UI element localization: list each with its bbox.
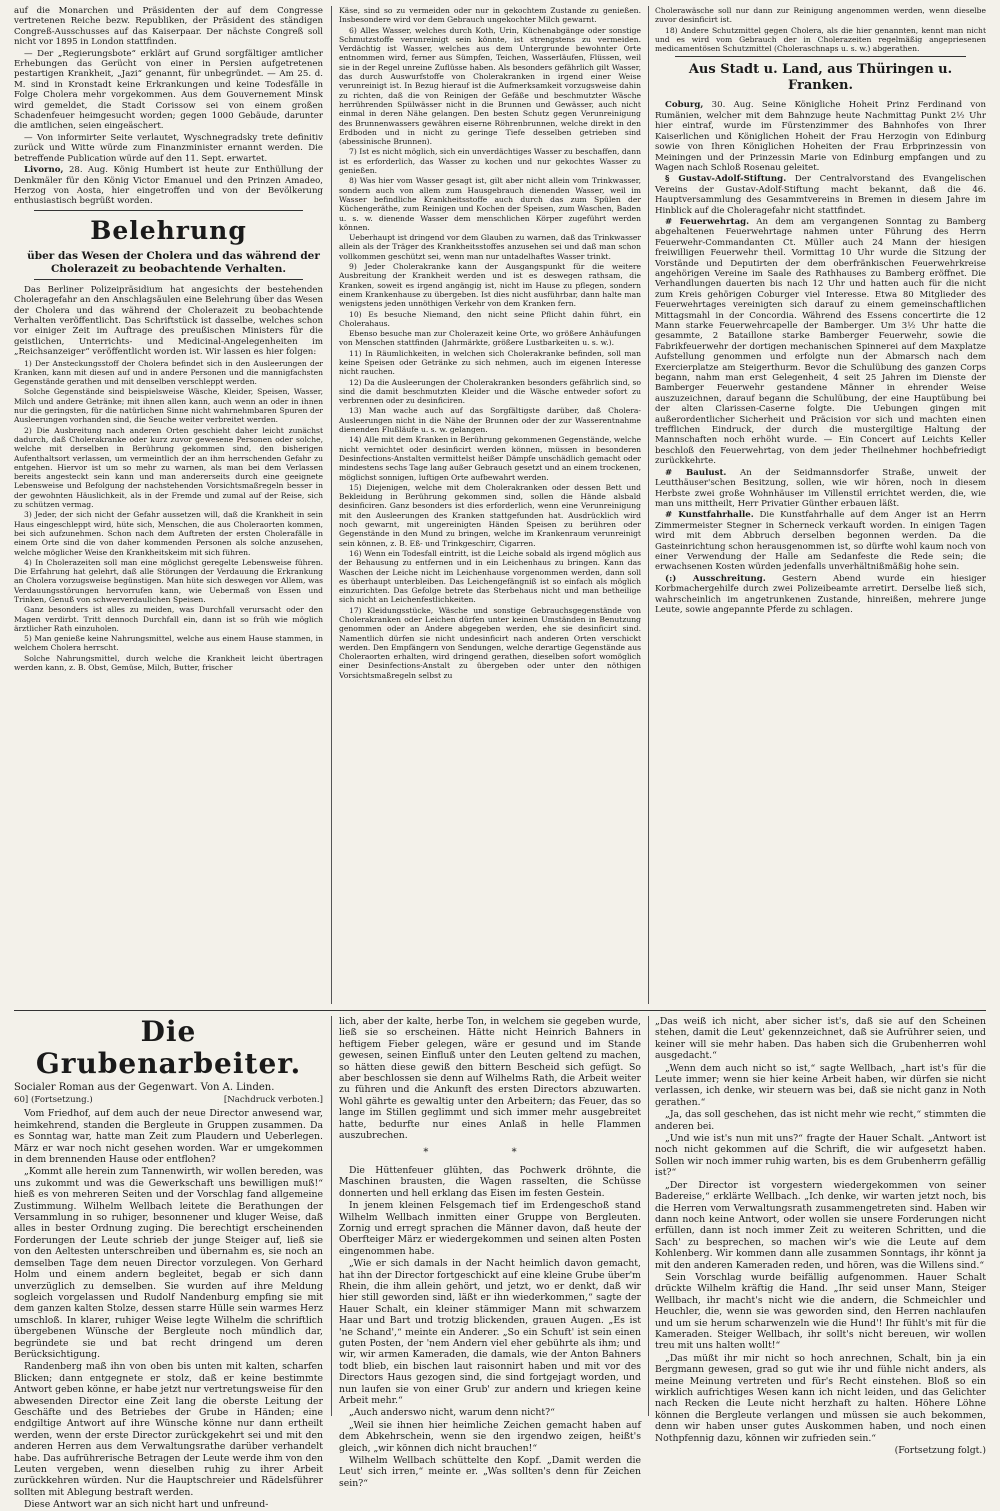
rule-paragraph: 17) Kleidungsstücke, Wäsche und sonstige Gebrauchsgegenstände von Cholerakranken oder Leichen dürfen unter keinen Umständen in Benutzung genommen oder an Andere abgegeben werden, ehe sie desinficirt sind. Namentlich dürfen sie nicht undesinficirt nach anderen Orten verschickt werden. Den Empfängern von Sendungen, welche derartige Gegenstände aus Choleraorten erhalten, wird dringend gerathen, dieselben sofort womöglich einer Desinfections-Anstalt zu übergeben oder unter den nöthigen Vorsichtsmaßregeln selbst zu xyxy=(339,605,641,680)
coburg-item xyxy=(655,100,986,173)
rule-paragraph: Solche Gegenstände sind beispielsweise Wäsche, Kleider, Speisen, Wasser, Milch und andere Getränke; mit ihnen allen kann, auch wenn an oder in ihnen nur die geringsten, für die natürlichen Sinne nicht wahrnehmbaren Spuren der Ausleerungen vorhanden sind, die Seuche weiter verbreitet werden. xyxy=(14,387,323,425)
novel-paragraph: „Das müßt ihr mir nicht so hoch anrechnen, Schalt, bin ja ein Bergmann gewesen, grad so gut wie ihr und fühle nicht anders, als meine Meinung vertreten und für's Recht einstehen. Bloß so ein wirklich aufrichtiges Wesen kann ich nicht leiden, und das Gelichter nach Recken die Leute nicht herzhaft zu halten. Höhere Löhne können die Bergleute verlangen und müssen sie auch bekommen, denn wir haben unser gutes Auskommen haben, und noch einen Nothpfennig dazu, können wir zufrieden sein.“ xyxy=(655,1352,986,1444)
top-column-1 xyxy=(14,6,323,1004)
rule-paragraph: Cholerawäsche soll nur dann zur Reinigung angenommen werden, wenn dieselbe zuvor desinficirt ist. xyxy=(655,6,986,25)
rule-paragraph: 6) Alles Wasser, welches durch Koth, Urin, Küchenabgänge oder sonstige Schmutzstoffe verunreinigt sein könnte, ist strengstens zu vermeiden. Verdächtig ist Wasser, welches aus dem Untergrunde bewohnter Orte entnommen wird, ferner aus Sümpfen, Teichen, Wasserläufen, Flüssen, weil sie in der Regel unreine Zuflüsse haben. Als besonders gefährlich gilt Wasser, das durch Auswurfstoffe von Cholerakranken in irgend einer Weise verunreinigt ist. In Bezug hierauf ist die Aufmerksamkeit vorzugsweise dahin zu richten, daß die von Reinigen der Gefäße und beschmutzter Wäsche herrührenden Spülwässer nicht in die Brunnen und Gewässer, auch nicht einmal in deren Nähe gelangen. Den besten Schutz gegen Verunreinigung des Brunnenwassers gewähren eiserne Röhrenbrunnen, welche direkt in den Erdboden und in nicht zu geringe Tiefe desselben getrieben sind (abessinische Brunnen). xyxy=(339,25,641,147)
aus-text: Gestern Abend wurde ein hiesiger Korbmachergehilfe durch zwei Polizeibeamte arretirt. Derselbe ließ sich, wahrscheinlich im angetrunkenen Zustande, hinreißen, mehrere junge Leute, sowie angepannte Pferde zu schlagen. xyxy=(655,573,986,615)
novel-paragraph: Vom Friedhof, auf dem auch der neue Director anwesend war, heimkehrend, standen die Bergleute in Gruppen zusammen. Da es Sonntag war, hatte man Zeit zum Plaudern und Ueberlegen. März er war noch nicht gesehen worden. War er umgekommen in dem brennenden Hause oder entflohen? xyxy=(14,1108,323,1166)
aus-keyword: (:) Ausschreitung. xyxy=(665,573,766,584)
rule-paragraph: 18) Andere Schutzmittel gegen Cholera, als die hier genannten, kennt man nicht und es wird vom Gebrauch der in Cholerazeiten regelmäßig angepriesenen medicamentösen Schutzmittel (Choleraschnaps u. s. w.) abgerathen. xyxy=(655,25,986,54)
top-column-3 xyxy=(655,6,986,1004)
novel-number-text: 60] xyxy=(14,1095,29,1105)
coburg-dateline: Coburg, xyxy=(665,100,704,111)
novel-paragraph: „Der Director ist vorgestern wiedergekommen von seiner Badereise,“ erklärte Wellbach. „Ich denke, wir warten jetzt noch, bis die Herren vom Verwaltungsrath zusammengetreten sind. Haben wir dann noch keine Antwort, oder wollen sie unsere Forderungen nicht erfüllen, dann ist noch immer Zeit zu weiteren Schritten, und die Sach' zu besprechen, so machen wir's wie die Leute auf dem Kohlenberg. Wir kommen dann alle zusammen Sonntags, ihr könnt ja mit den anderen Kameraden reden, und hören, was die Willens sind.“ xyxy=(655,1179,986,1271)
rule-paragraph: Ueberhaupt ist dringend vor dem Glauben zu warnen, daß das Trinkwasser allein als der Träger des Krankheitsstoffes anzusehen sei und daß man schon vollkommen geschützt sei, wenn man nur untadelhaftes Wasser trinkt. xyxy=(339,233,641,261)
novel-notice: [Nachdruck verboten.] xyxy=(223,1095,323,1105)
bau-item xyxy=(655,468,986,510)
rule-paragraph: 14) Alle mit dem Kranken in Berührung gekommenen Gegenstände, welche nicht vernichtet oder desinficirt werden können, müssen in besonderen Desinfections-Anstalten vermittelst heißer Dämpfe unschädlich gemacht oder mindestens sechs Tage lang außer Gebrauch gesetzt und an einem trockenen, möglichst sonnigen, luftigen Orte aufbewahrt werden. xyxy=(339,435,641,482)
rule-paragraph: 3) Jeder, der sich nicht der Gefahr aussetzen will, daß die Krankheit in sein Haus eingeschleppt wird, hüte sich, Menschen, die aus Choleraorten kommen, bei sich aufzunehmen. Schon nach dem Auftreten der ersten Cholerafälle in einem Orte sind die von daher kommenden Personen als solche anzusehen, welche möglicher Weise den Krankheitskeim mit sich führen. xyxy=(14,510,323,557)
column-rule xyxy=(331,1016,332,1416)
column-rule xyxy=(648,6,649,1004)
belehrung-intro: Das Berliner Polizeipräsidium hat angesichts der bestehenden Choleragefahr an den Anschlagsäulen eine Belehrung über das Wesen der Cholera und das während der Cholerazeit zu beobachtende Verhalten veröffentlicht. Das Schriftstück ist dasselbe, welches schon vor einiger Zeit im Auftrage des preußischen Ministers für die geistlichen, Unterrichts- und Medicinal-Angelegenheiten im „Reichsanzeiger“ veröffentlicht worden ist. Wir lassen es hier folgen: xyxy=(14,284,323,358)
feuer-item xyxy=(655,217,986,467)
top-column-2 xyxy=(339,6,641,1004)
bau-text: An der Seidmannsdorfer Straße, unweit der Leutthäuser'schen Besitzung, sollen, wie wir hören, noch in diesem Herbste zwei große Wohnhäuser im Villenstil errichtet werden, die, wie man uns mittheilt, Herr Privatier Günther erbauen läßt. xyxy=(655,467,986,509)
news-paragraph: — Von informirter Seite verlautet, Wyschnegradsky trete definitiv zurück und Witte würde zum Finanzminister ernannt werden. Die betreffende Publication würde auf den 11. Sept. erwartet. xyxy=(14,132,323,164)
coburg-text: 30. Aug. Seine Königliche Hoheit Prinz Ferdinand von Rumänien, welcher mit dem Bahnzuge heute Nachmittag Punkt 2½ Uhr hier eintraf, wurde im Fürstenzimmer des Bahnhofes von Ihrer Kaiserlichen und Königlichen Hoheit der Frau Herzogin von Edinburg sowie von Ihren Königlichen Hoheiten der Frau Erbprinzessin von Meiningen und der Prinzessin Marie von Edinburg empfangen und zu Wagen nach Schloß Rosenau geleitet. xyxy=(655,100,986,173)
livorno-text: 28. Aug. König Humbert ist heute zur Enthüllung der Denkmäler für den König Victor Emanuel und den Prinzen Amadeo, Herzog von Aosta, hier eingetroffen und von der Bevölkerung enthusiastisch begrüßt worden. xyxy=(14,165,323,207)
feuer-text: An dem am vergangenen Sonntag zu Bamberg abgehaltenen Feuerwehrtage nahmen unter Führung des Herrn Feuerwehr-Commandanten Ct. Müller auch 24 Mann der hiesigen freiwilligen Feuerwehr theil. Vormittag 10 Uhr wurde die Sitzung der Vorstände und Deputirten der dem oberfränkischen Feuerwehrkreise angehörigen Vereine im Saale des Rathhauses zu Bamberg eröffnet. Die Verhandlungen dauerten bis nach 12 Uhr und hatten auch für die nicht zum Kreis gehörigen Coburger viel Interesse. Etwa 80 Mitglieder des Feuerwehrtages vereinigten sich darauf zu einem gemeinschaftlichen Mittagsmahl in der Concordia. Während des Essens concertirte die 12 Mann starke Feuerwehrcapelle der Bamberger. Um 3½ Uhr hatte die gesammte, 2 Bataillone starke Bamberger Feuerwehr, sowie die Fabrikfeuerwehr der dortigen mechanischen Spinnerei auf dem Maxplatze Aufstellung genommen und erfolgte nun der Abmarsch nach dem Exercierplatze am Steigerthurm. Bevor die Schulübung des ganzen Corps begann, nahm man erst Gelegenheit, 4 seit 25 Jahren im Dienste der Bamberger Feuerwehr gestandene Männer in ehrender Weise auszuzeichnen, darauf begann die Schulübung, der eine Hauptübung bei der alten Clarissen-Caserne folgte. Die Uebungen gingen mit außerordentlicher Sicherheit und Präcision vor sich und machten einen trefflichen Eindruck, der durch die mustergiltige Haltung der Mannschaften noch erhöht wurde. — Ein Concert auf Leichts Keller beschloß den Feuerwehrtag, von dem jeder Theilnehmer hochbefriedigt zurückkehrte. xyxy=(655,216,986,467)
feuer-keyword: # Feuerwehrtag. xyxy=(665,216,750,227)
bau-keyword: # Baulust. xyxy=(665,467,727,478)
novel-paragraph: Randenberg maß ihn von oben bis unten mit kalten, scharfen Blicken; dann entgegnete er stolz, daß er keine bestimmte Antwort geben könne, er habe jetzt nur vertretungsweise für den abwesenden Director eine Zeit lang die oberste Leitung der Geschäfte und des Betriebes der Grube in Händen; eine endgiltige Antwort auf ihre Wünsche könne nur dann ertheilt werden, wenn der erste Director zurückgekehrt sei und mit den anderen Herren aus dem Verwaltungsrathe darüber verhandelt habe. Das aufrührerische Betragen der Leute werde ihm von den Leuten vergeben, wenn dieselben ruhig zu ihrer Arbeit zurückkehren würden. Nur die Hauptschreier und Rädelsführer sollten mit Ablegung bestraft werden. xyxy=(14,1361,323,1498)
novel-paragraph: „Das weiß ich nicht, aber sicher ist's, daß sie auf den Scheinen stehen, damit die Leut' gekennzeichnet, daß sie Aufrührer seien, und keiner will sie mehr haben. Das haben sich die Grubenherren wohl ausgedacht.“ xyxy=(655,1016,986,1062)
novel-continuation: (Fortsetzung.) xyxy=(31,1095,93,1105)
news-paragraph: auf die Monarchen und Präsidenten der auf dem Congresse vertretenen Reiche bezw. Republiken, der Präsident des ständigen Congreß-Ausschusses auf das Kaiserpaar. Der nächste Congreß soll nicht vor 1895 in London stattfinden. xyxy=(14,6,323,48)
livorno-dateline: Livorno, xyxy=(24,165,64,176)
gustav-keyword: § Gustav-Adolf-Stiftung. xyxy=(665,174,787,185)
divider xyxy=(675,56,966,57)
column-rule xyxy=(648,1016,649,1416)
kunst-keyword: # Kunstfahrhalle. xyxy=(665,510,754,521)
to-be-continued: (Fortsetzung folgt.) xyxy=(894,1445,986,1457)
divider xyxy=(34,279,303,280)
rule-paragraph: Ganz besonders ist alles zu meiden, was Durchfall verursacht oder den Magen verdirbt. Tritt dennoch Durchfall ein, dann ist so früh wie möglich ärztlicher Rath einzuholen. xyxy=(14,605,323,633)
novel-paragraph: „Ja, das soll geschehen, das ist nicht mehr wie recht,“ stimmten die anderen bei. xyxy=(655,1109,986,1132)
aus-item xyxy=(655,574,986,616)
novel-paragraph: „Und wie ist's nun mit uns?“ fragte der Hauer Schalt. „Antwort ist noch nicht gekommen auf die Schrift, die wir aufgesetzt haben. Sollen wir noch immer ruhig warten, bis es dem Grubenherrn gefällig ist?“ xyxy=(655,1133,986,1179)
belehrung-title: Belehrung xyxy=(90,215,247,245)
rule-paragraph: Ebenso besuche man zur Cholerazeit keine Orte, wo größere Anhäufungen von Menschen stattfinden (Jahrmärkte, größere Lustbarkeiten u. s. w.). xyxy=(339,329,641,348)
rule-paragraph: 13) Man wache auch auf das Sorgfältigste darüber, daß Cholera-Ausleerungen nicht in die Nähe der Brunnen oder der zur Wasserentnahme dienenden Flußläufe u. s. w. gelangen. xyxy=(339,406,641,435)
novel-title: Die Grubenarbeiter. xyxy=(35,1015,302,1080)
novel-meta xyxy=(14,1095,323,1106)
rule-paragraph: Solche Nahrungsmittel, durch welche die Krankheit leicht übertragen werden kann, z. B. Obst, Gemüse, Milch, Butter, frischer xyxy=(14,653,323,673)
rule-paragraph: 7) Ist es nicht möglich, sich ein unverdächtiges Wasser zu beschaffen, dann ist es erforderlich, das Wasser zu kochen und nur gekochtes Wasser zu genießen. xyxy=(339,147,641,176)
novel-column-2 xyxy=(339,1016,641,1489)
feuilleton-rule xyxy=(14,1010,986,1011)
rule-paragraph: 2) Die Ausbreitung nach anderen Orten geschieht daher leicht zunächst dadurch, daß Cholerakranke oder kurz zuvor gewesene Personen oder solche, welche mit derselben in Berührung gekommen sind, den bisherigen Aufenthaltsort verlassen, um vermeintlich der an ihm herrschenden Gefahr zu entgehen. Hiervor ist um so mehr zu warnen, als man bei dem Verlassen bereits angesteckt sein kann und man andererseits durch eine geeignete Lebensweise und Befolgung der nachstehenden Vorsichtsmaßregeln besser in der gewohnten Häuslichkeit, als in der Fremde und zumal auf der Reise, sich zu schützen vermag. xyxy=(14,425,323,510)
gustav-item xyxy=(655,174,986,216)
novel-paragraph: In jenem kleinen Felsgemach tief im Erdengeschoß stand Wilhelm Wellbach inmitten einer Gruppe von Bergleuten. Zornig und erregt sprachen die Männer davon, daß heute der Oberfteiger März er wiedergekommen und seinen alten Posten eingenommen habe. xyxy=(339,1200,641,1257)
news-paragraph: — Der „Regierungsbote“ erklärt auf Grund sorgfältiger amtlicher Erhebungen das Gerücht von einer in Persien aufgetretenen pestartigen Krankheit, „Jazi“ genannt, für unbegründet. — Am 25. d. M. sind in Kronstadt keine Erkrankungen und keine Todesfälle in Folge Cholera mehr vorgekommen. Aus dem Gouvernement Minsk wird gemeldet, die Stadt Corissow sei von einem großen Schadenfeuer heimgesucht worden; gegen 1000 Gebäude, darunter die amtlichen, seien eingeäschert. xyxy=(14,48,323,132)
rule-paragraph: 12) Da die Ausleerungen der Cholerakranken besonders gefährlich sind, so sind die damit beschmutzten Kleider und die Wäsche entweder sofort zu verbrennen oder zu desinficiren. xyxy=(339,377,641,406)
section-heading: Aus Stadt u. Land, aus Thüringen u. Franken. xyxy=(688,62,953,94)
divider xyxy=(34,210,303,211)
rule-paragraph: 9) Jeder Cholerakranke kann der Ausgangspunkt für die weitere Ausbreitung der Krankheit werden und ist es deswegen rathsam, die Kranken, soweit es irgend angängig ist, nicht im Hause zu pflegen, sondern einem Krankenhause zu übergeben. Ist dies nicht ausführbar, dann halte man wenigstens jeden unnöthigen Verkehr von dem Kranken fern. xyxy=(339,262,641,309)
novel-number xyxy=(14,1095,93,1106)
novel-subtitle: Socialer Roman aus der Gegenwart. Von A. Linden. xyxy=(14,1082,275,1093)
rule-paragraph: 15) Diejenigen, welche mit dem Cholerakranken oder dessen Bett und Bekleidung in Berührung gekommen sind, sollen die Hände alsbald desinficiren. Ganz besonders ist dies erforderlich, wenn eine Verunreinigung mit den Ausleerungen des Kranken stattgefunden hat. Ausdrücklich wird noch gewarnt, mit ungereinigten Händen Speisen zu berühren oder Gegenstände in den Mund zu bringen, welche im Krankenraum verunreinigt sein können, z. B. Eß- und Trinkgeschirr, Cigarren. xyxy=(339,482,641,548)
rule-paragraph: 4) In Cholerazeiten soll man eine möglichst geregelte Lebensweise führen. Die Erfahrung hat gelehrt, daß alle Störungen der Verdauung die Erkrankung an Cholera vorzugsweise begünstigen. Man hüte sich deswegen vor Allem, was Verdauungsstörungen hervorrufen kann, wie Uebermaß von Essen und Trinken, Genuß von schwerverdaulichen Speisen. xyxy=(14,557,323,604)
novel-paragraph: Wilhelm Wellbach schüttelte den Kopf. „Damit werden die Leut' sich irren,“ meinte er. „Was sollten's denn für Zeichen sein?“ xyxy=(339,1455,641,1489)
novel-paragraph: „Weil sie ihnen hier heimliche Zeichen gemacht haben auf dem Abkehrschein, wenn sie den irgendwo zeigen, heißt's gleich, „wir können dich nicht brauchen!“ xyxy=(339,1419,641,1454)
novel-paragraph: Diese Antwort war an sich nicht hart und unfreund- xyxy=(24,1499,269,1511)
novel-column-3 xyxy=(655,1016,986,1457)
rule-paragraph: 10) Es besuche Niemand, den nicht seine Pflicht dahin führt, ein Cholerahaus. xyxy=(339,309,641,328)
kunst-text: Die Kunstfahrhalle auf dem Anger ist an Herrn Zimmermeister Stegner in Scherneck verkauft worden. In einigen Tagen wird mit dem Abbruch derselben begonnen werden. Da die Gasteinrichtung schon herausgenommen ist, so dürfte wohl kaum noch von einer Verwendung der Halle am Sedanfeste die Rede sein; die erwachsenen Kosten würden jedenfalls unverhältnißmäßig hohe sein. xyxy=(655,510,987,573)
livorno-item xyxy=(14,165,323,207)
rule-paragraph: 16) Wenn ein Todesfall eintritt, ist die Leiche sobald als irgend möglich aus der Behausung zu entfernen und in ein Leichenhaus zu bringen. Kann das Waschen der Leiche nicht im Leichenhause vorgenommen werden, dann soll es überhaupt unterbleiben. Das Leichengefängniß ist so einfach als möglich einzurichten. Das Gefolge betrete das Sterbehaus nicht und man betheilige sich nicht an Leichenfestlichkeiten. xyxy=(339,548,641,605)
novel-paragraph: „Wie er sich damals in der Nacht heimlich davon gemacht, hat ihn der Director fortgeschickt auf eine kleine Grube über'm Rhein, die ihm allein gehört, und jetzt, wo er denkt, daß wir hier still geworden sind, läßt er ihn wiederkommen,“ sagte der Hauer Schalt, ein kleiner stämmiger Mann mit schwarzem Haar und Bart und trotzig blickenden, grauen Augen. „Es ist 'ne Schand',“ meinte ein Anderer. „So ein Schuft' ist sein einen guten Posten, der 'nem Andern viel eher gebührte als ihm; und wir, wir armen Kameraden, die damals, wie der Anton Bahners todt blieb, ein bischen laut raisonnirt haben und mit vor des Directors Haus gezogen sind, die sind fortgejagt worden, und nun laufen sie von einer Grub' zur andern und kriegen keine Arbeit mehr.“ xyxy=(339,1258,641,1406)
column-rule xyxy=(331,6,332,1004)
rule-paragraph: Käse, sind so zu vermeiden oder nur in gekochtem Zustande zu genießen. Insbesondere wird vor dem Gebrauch ungekochter Milch gewarnt. xyxy=(339,6,641,25)
belehrung-subtitle: über das Wesen der Cholera und das während der Cholerazeit zu beobachtende Verhalten. xyxy=(27,249,320,275)
novel-column-1 xyxy=(14,1015,323,1511)
novel-paragraph: „Auch anderswo nicht, warum denn nicht?“ xyxy=(349,1407,555,1419)
section-stars: * * xyxy=(423,1147,557,1159)
novel-paragraph: „Wenn dem auch nicht so ist,“ sagte Wellbach, „hart ist's für die Leute immer; wenn sie hier keine Arbeit haben, wir dürfen sie nicht verlassen, ich denke, wir steuern was bei, daß sie nicht ganz in Noth gerathen.“ xyxy=(655,1062,986,1108)
novel-paragraph: Die Hüttenfeuer glühten, das Pochwerk dröhnte, die Maschinen brausten, die Wagen rasselten, die Schüsse donnerten und hell erklang das Eisen im festen Gestein. xyxy=(339,1164,641,1199)
novel-paragraph: „Kommt alle herein zum Tannenwirth, wir wollen bereden, was uns zukommt und was die Gewerkschaft uns bewilligen muß!“ hieß es von mehreren Seiten und der Vorschlag fand allgemeine Zustimmung. Wilhelm Wellbach leitete die Berathungen der Versammlung in so ruhiger, besonnener und kluger Weise, daß alles in bester Ordnung zuging. Die berechtigt erscheinenden Forderungen der Leute schrieb der junge Steiger auf, ließ sie von den Aeltesten unterschreiben und übernahm es, sie noch an demselben Tage dem neuen Director vorzulegen. Von Gerhard Holm und einem andern begleitet, begab er sich dann unverzüglich zu demselben. Sie wurden auf ihre Meldung sogleich vorgelassen und Rudolf Nandenburg empfing sie mit dem ganzen kalten Stolze, dessen starre Hülle sein warmes Herz umschloß. In klarer, ruhiger Weise legte Wilhelm die schriftlich übergebenen Wünsche der Bergleute noch mündlich dar, begründete sie und bat recht dringend um deren Berücksichtigung. xyxy=(14,1166,323,1360)
rule-paragraph: 11) In Räumlichkeiten, in welchen sich Cholerakranke befinden, soll man keine Speisen oder Getränke zu sich nehmen, auch im eigenen Interesse nicht rauchen. xyxy=(339,348,641,377)
gustav-text: Der Centralvorstand des Evangelischen Vereins der Gustav-Adolf-Stiftung macht bekannt, daß die 46. Hauptversammlung des Gesammtvereins in Bremen in diesem Jahre im Hinblick auf die Choleragefahr nicht stattfindet. xyxy=(655,174,986,216)
novel-paragraph: Sein Vorschlag wurde beifällig aufgenommen. Hauer Schalt drückte Wilhelm kräftig die Hand. „Ihr seid unser Mann, Steiger Wellbach, ihr macht's nicht wie die andern, die Schmeichler und Heuchler, die, wenn sie was geworden sind, den Herren nachlaufen und um sie herum scharwenzeln wie die Hund'! Ihr fühlt's mit für die Kameraden. Steiger Wellbach, ihr sollt's nicht bereuen, wir wollen treu mit uns halten wollt!“ xyxy=(655,1271,986,1352)
rule-paragraph: 5) Man genieße keine Nahrungsmittel, welche aus einem Hause stammen, in welchem Cholera herrscht. xyxy=(14,634,323,653)
kunst-item xyxy=(655,510,986,572)
rule-paragraph: 8) Was hier vom Wasser gesagt ist, gilt aber nicht allein vom Trinkwasser, sondern auch von allem zum Hausgebrauch dienenden Wasser, weil im Wasser befindliche Krankheitsstoffe auch durch das zum Spülen der Küchengeräthe, zum Reinigen und Kochen der Speisen, zum Waschen, Baden u. s. w. dienende Wasser dem menschlichen Körper zugeführt werden können. xyxy=(339,176,641,232)
rule-paragraph: 1) Der Ansteckungsstoff der Cholera befindet sich in den Ausleerungen der Kranken, kann mit diesen auf und in andere Personen und die mannigfachsten Gegenstände gerathen und mit denselben verschleppt werden. xyxy=(14,358,323,387)
novel-paragraph: lich, aber der kalte, herbe Ton, in welchem sie gegeben wurde, ließ sie so erscheinen. Hätte nicht Heinrich Bahners in heftigem Fieber gelegen, wäre er gesund und im Stande gewesen, seinen Einfluß unter den Leuten geltend zu machen, so hätten diese gewiß den bittern Bescheid sich gefügt. So aber beschlossen sie denn auf Wilhelms Rath, die Arbeit weiter zu führen und die Ankunft des ersten Directors abzuwarten. Wohl gährte es gewaltig unter den Arbeitern; das Feuer, das so lange im Stillen geglimmt und sich immer mehr ausgebreitet hatte, bedurfte nur eines Anlaß in helle Flammen auszubrechen. xyxy=(339,1016,641,1142)
